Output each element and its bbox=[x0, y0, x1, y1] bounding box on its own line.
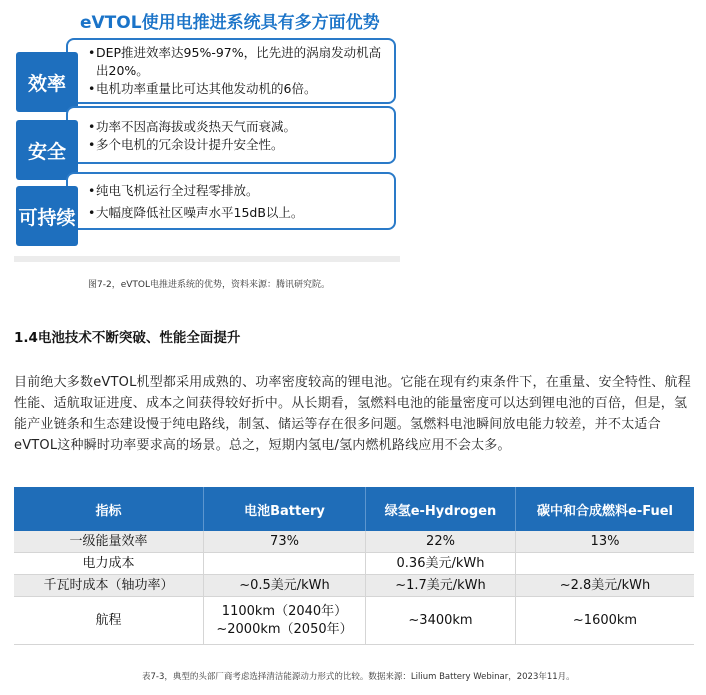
table-cell: 电力成本 bbox=[14, 553, 204, 574]
table-caption: 表7-3，典型的头部厂商考虑选择清洁能源动力形式的比较。数据来源：Lilium Battery Webinar，2023年11月。 bbox=[142, 672, 575, 682]
body-paragraph: 目前绝大多数eVTOL机型都采用成熟的、功率密度较高的锂电池。它能在现有约束条件下，在重量、安全特性、航程性能、适航取证进度、成本之间获得较好折中。从长期看，氢燃料电池的能量密度可以达到锂电池的百倍，但是，氢能产业链条和生态建设慢于纯电路线，制氢、储运等存在很多问题。氢燃料电池瞬间放电能力较差，并不太适合eVTOL这种瞬时功率要求高的场景。总之，短期内氢电/氢内燃机路线应用不会太多。 bbox=[14, 375, 691, 453]
header-cell: 指标 bbox=[14, 487, 204, 531]
header-cell: 绿氢e-Hydrogen bbox=[366, 487, 516, 531]
advantage-label: 安全 bbox=[16, 120, 78, 180]
advantage-point: • 纯电飞机运行全过程零排放。 bbox=[96, 182, 384, 200]
advantage-point: • DEP推进效率达95%-97%，比先进的涡扇发动机高出20%。 bbox=[96, 44, 384, 80]
header-cell: 电池Battery bbox=[204, 487, 366, 531]
advantage-label: 可持续 bbox=[16, 186, 78, 246]
section-heading: 1.4电池技术不断突破、性能全面提升 bbox=[14, 330, 241, 346]
table-cell: 航程 bbox=[14, 597, 204, 644]
header-cell: 碳中和合成燃料e-Fuel bbox=[537, 503, 673, 519]
advantage-point: • 大幅度降低社区噪声水平15dB以上。 bbox=[96, 204, 384, 222]
table-cell: 千瓦时成本（轴功率） bbox=[14, 575, 204, 596]
advantage-box bbox=[66, 106, 396, 164]
table-row bbox=[14, 575, 694, 597]
advantage-box bbox=[66, 38, 396, 104]
table-cell: 13% bbox=[590, 533, 620, 549]
advantages-figure bbox=[14, 0, 414, 262]
table-row bbox=[14, 553, 694, 575]
figure-title: eVTOL使用电推进系统具有多方面优势 bbox=[80, 13, 380, 33]
table-header bbox=[14, 487, 694, 531]
table-cell: ~3400km bbox=[366, 597, 516, 644]
table-cell: 一级能量效率 bbox=[14, 531, 204, 552]
table-cell: 0.36美元/kWh bbox=[366, 553, 516, 574]
advantage-box bbox=[66, 172, 396, 230]
table-cell: 22% bbox=[366, 531, 516, 552]
table-cell: ~0.5美元/kWh bbox=[204, 575, 366, 596]
table-cell: ~1.7美元/kWh bbox=[366, 575, 516, 596]
advantage-point: • 电机功率重量比可达其他发动机的6倍。 bbox=[96, 80, 384, 98]
table-cell bbox=[204, 553, 366, 574]
table-row bbox=[14, 531, 694, 553]
advantage-point: • 多个电机的冗余设计提升安全性。 bbox=[96, 136, 384, 154]
figure-caption: 图7-2，eVTOL电推进系统的优势，资料来源：腾讯研究院。 bbox=[88, 280, 330, 290]
table-cell bbox=[516, 553, 694, 574]
figure-divider bbox=[14, 256, 400, 262]
comparison-table bbox=[14, 487, 694, 645]
table-cell: ~1600km bbox=[572, 612, 638, 628]
advantage-point: • 功率不因高海拔或炎热天气而衰减。 bbox=[96, 118, 384, 136]
table-cell: 1100km（2040年） ~2000km（2050年） bbox=[204, 597, 366, 644]
table-cell: ~2.8美元/kWh bbox=[559, 577, 651, 593]
table-row bbox=[14, 597, 694, 645]
table-cell: 73% bbox=[204, 531, 366, 552]
advantage-label: 效率 bbox=[16, 52, 78, 112]
